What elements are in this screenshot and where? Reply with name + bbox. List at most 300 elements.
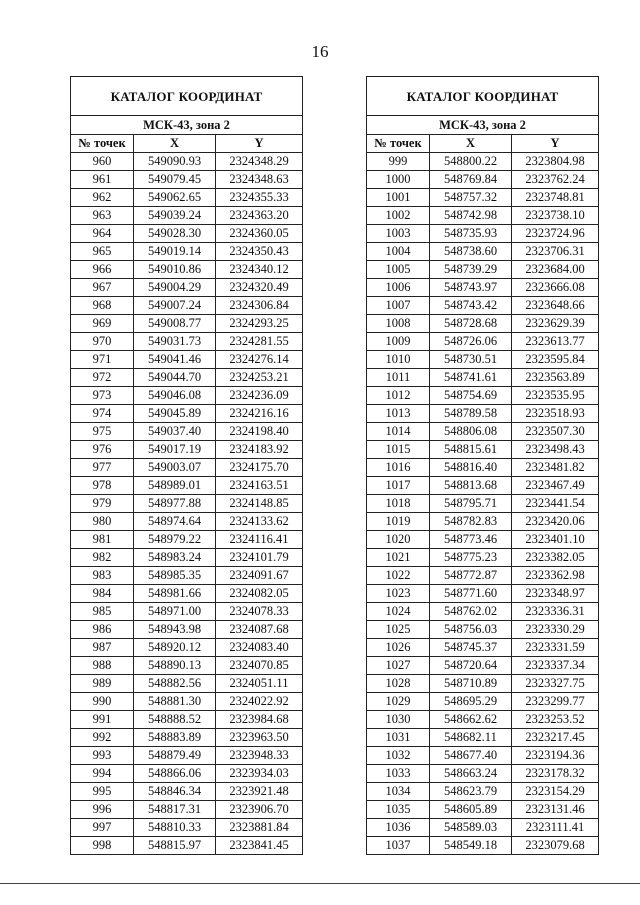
column-header-x: X [430,135,512,153]
point-number-cell: 985 [71,603,134,621]
table-row [367,603,599,621]
table-row [71,189,303,207]
point-number-cell: 1011 [367,369,430,387]
table-row [367,801,599,819]
x-coordinate-cell: 549079.45 [134,171,216,189]
y-coordinate-cell: 2324022.92 [216,693,303,711]
x-coordinate-cell: 548735.93 [430,225,512,243]
point-number-cell: 1028 [367,675,430,693]
y-coordinate-cell: 2323535.95 [512,387,599,405]
column-header-x: X [134,135,216,153]
table-row [71,765,303,783]
point-number-cell: 961 [71,171,134,189]
y-coordinate-cell: 2323648.66 [512,297,599,315]
table-row [71,351,303,369]
x-coordinate-cell: 549019.14 [134,243,216,261]
table-row [367,531,599,549]
table-row [71,459,303,477]
point-number-cell: 1036 [367,819,430,837]
x-coordinate-cell: 548979.22 [134,531,216,549]
y-coordinate-cell: 2324216.16 [216,405,303,423]
point-number-cell: 1013 [367,405,430,423]
x-coordinate-cell: 549031.73 [134,333,216,351]
y-coordinate-cell: 2323595.84 [512,351,599,369]
y-coordinate-cell: 2324070.85 [216,657,303,675]
x-coordinate-cell: 548846.34 [134,783,216,801]
point-number-cell: 1020 [367,531,430,549]
point-number-cell: 979 [71,495,134,513]
y-coordinate-cell: 2323963.50 [216,729,303,747]
point-number-cell: 1033 [367,765,430,783]
point-number-cell: 1019 [367,513,430,531]
point-number-cell: 983 [71,567,134,585]
column-header-row [367,135,599,153]
point-number-cell: 1002 [367,207,430,225]
coordinate-system-label: МСК-43, зона 2 [71,116,303,135]
point-number-cell: 966 [71,261,134,279]
x-coordinate-cell: 548810.33 [134,819,216,837]
point-number-cell: 1026 [367,639,430,657]
x-coordinate-cell: 548971.00 [134,603,216,621]
point-number-cell: 964 [71,225,134,243]
point-number-cell: 1029 [367,693,430,711]
y-coordinate-cell: 2323178.32 [512,765,599,783]
y-coordinate-cell: 2323507.30 [512,423,599,441]
point-number-cell: 1027 [367,657,430,675]
point-number-cell: 992 [71,729,134,747]
x-coordinate-cell: 548981.66 [134,585,216,603]
x-coordinate-cell: 549004.29 [134,279,216,297]
y-coordinate-cell: 2323336.31 [512,603,599,621]
table-row [71,585,303,603]
point-number-cell: 976 [71,441,134,459]
x-coordinate-cell: 548605.89 [430,801,512,819]
point-number-cell: 991 [71,711,134,729]
y-coordinate-cell: 2324148.85 [216,495,303,513]
x-coordinate-cell: 548881.30 [134,693,216,711]
point-number-cell: 977 [71,459,134,477]
table-row [367,225,599,243]
table-row [367,639,599,657]
x-coordinate-cell: 548762.02 [430,603,512,621]
x-coordinate-cell: 548742.98 [430,207,512,225]
table-row [71,297,303,315]
table-row [71,261,303,279]
table-row [71,837,303,855]
point-number-cell: 960 [71,153,134,171]
x-coordinate-cell: 548782.83 [430,513,512,531]
table-row [367,315,599,333]
x-coordinate-cell: 548720.64 [430,657,512,675]
y-coordinate-cell: 2324082.05 [216,585,303,603]
y-coordinate-cell: 2324087.68 [216,621,303,639]
point-number-cell: 995 [71,783,134,801]
table-row [71,423,303,441]
x-coordinate-cell: 549008.77 [134,315,216,333]
y-coordinate-cell: 2323441.54 [512,495,599,513]
table-row [367,585,599,603]
table-row [71,747,303,765]
point-number-cell: 975 [71,423,134,441]
point-number-cell: 962 [71,189,134,207]
point-number-cell: 1037 [367,837,430,855]
x-coordinate-cell: 548745.37 [430,639,512,657]
point-number-cell: 1021 [367,549,430,567]
table-row [71,495,303,513]
point-number-cell: 982 [71,549,134,567]
table-row [71,639,303,657]
x-coordinate-cell: 548816.40 [430,459,512,477]
y-coordinate-cell: 2324293.25 [216,315,303,333]
y-coordinate-cell: 2323327.75 [512,675,599,693]
y-coordinate-cell: 2324183.92 [216,441,303,459]
x-coordinate-cell: 549045.89 [134,405,216,423]
y-coordinate-cell: 2323934.03 [216,765,303,783]
x-coordinate-cell: 548795.71 [430,495,512,513]
x-coordinate-cell: 548710.89 [430,675,512,693]
point-number-cell: 989 [71,675,134,693]
y-coordinate-cell: 2323724.96 [512,225,599,243]
x-coordinate-cell: 548741.61 [430,369,512,387]
y-coordinate-cell: 2324236.09 [216,387,303,405]
table-row [71,711,303,729]
table-row [367,693,599,711]
point-number-cell: 980 [71,513,134,531]
y-coordinate-cell: 2323194.36 [512,747,599,765]
table-row [71,675,303,693]
x-coordinate-cell: 548974.64 [134,513,216,531]
table-row [71,225,303,243]
y-coordinate-cell: 2324051.11 [216,675,303,693]
table-row [71,801,303,819]
y-coordinate-cell: 2323804.98 [512,153,599,171]
x-coordinate-cell: 549017.19 [134,441,216,459]
y-coordinate-cell: 2323748.81 [512,189,599,207]
point-number-cell: 997 [71,819,134,837]
x-coordinate-cell: 548789.58 [430,405,512,423]
x-coordinate-cell: 548771.60 [430,585,512,603]
point-number-cell: 1035 [367,801,430,819]
x-coordinate-cell: 548888.52 [134,711,216,729]
x-coordinate-cell: 548815.61 [430,441,512,459]
x-coordinate-cell: 549037.40 [134,423,216,441]
x-coordinate-cell: 548757.32 [430,189,512,207]
point-number-cell: 970 [71,333,134,351]
table-row [367,657,599,675]
y-coordinate-cell: 2323131.46 [512,801,599,819]
table-row [71,819,303,837]
x-coordinate-cell: 548589.03 [430,819,512,837]
y-coordinate-cell: 2323762.24 [512,171,599,189]
point-number-cell: 988 [71,657,134,675]
y-coordinate-cell: 2324360.05 [216,225,303,243]
y-coordinate-cell: 2323362.98 [512,567,599,585]
column-header-row [71,135,303,153]
y-coordinate-cell: 2323467.49 [512,477,599,495]
table-row [367,279,599,297]
table-row [71,531,303,549]
point-number-cell: 967 [71,279,134,297]
point-number-cell: 996 [71,801,134,819]
point-number-cell: 974 [71,405,134,423]
point-number-cell: 1006 [367,279,430,297]
table-row [71,729,303,747]
point-number-cell: 994 [71,765,134,783]
x-coordinate-cell: 549003.07 [134,459,216,477]
y-coordinate-cell: 2323348.97 [512,585,599,603]
x-coordinate-cell: 548726.06 [430,333,512,351]
table-row [367,513,599,531]
y-coordinate-cell: 2323481.82 [512,459,599,477]
point-number-cell: 1012 [367,387,430,405]
y-coordinate-cell: 2323401.10 [512,531,599,549]
table-row [71,621,303,639]
point-number-cell: 972 [71,369,134,387]
point-number-cell: 1022 [367,567,430,585]
x-coordinate-cell: 548800.22 [430,153,512,171]
table-row [71,243,303,261]
point-number-cell: 1030 [367,711,430,729]
x-coordinate-cell: 549039.24 [134,207,216,225]
table-row [367,495,599,513]
point-number-cell: 1004 [367,243,430,261]
table-row [367,297,599,315]
table-row [367,549,599,567]
table-row [71,279,303,297]
y-coordinate-cell: 2324281.55 [216,333,303,351]
y-coordinate-cell: 2323111.41 [512,819,599,837]
x-coordinate-cell: 548890.13 [134,657,216,675]
point-number-cell: 1031 [367,729,430,747]
x-coordinate-cell: 548815.97 [134,837,216,855]
table-row [71,513,303,531]
table-row [367,729,599,747]
point-number-cell: 993 [71,747,134,765]
y-coordinate-cell: 2323948.33 [216,747,303,765]
table-row [71,783,303,801]
point-number-cell: 1017 [367,477,430,495]
table-row [71,333,303,351]
y-coordinate-cell: 2323382.05 [512,549,599,567]
table-row [367,405,599,423]
point-number-cell: 1015 [367,441,430,459]
table-row [71,477,303,495]
point-number-cell: 968 [71,297,134,315]
x-coordinate-cell: 548739.29 [430,261,512,279]
x-coordinate-cell: 548882.56 [134,675,216,693]
x-coordinate-cell: 548756.03 [430,621,512,639]
y-coordinate-cell: 2323079.68 [512,837,599,855]
x-coordinate-cell: 548662.62 [430,711,512,729]
point-number-cell: 978 [71,477,134,495]
y-coordinate-cell: 2323684.00 [512,261,599,279]
x-coordinate-cell: 548769.84 [430,171,512,189]
page-number: 16 [311,42,329,61]
point-number-cell: 990 [71,693,134,711]
table-row [367,783,599,801]
point-number-cell: 965 [71,243,134,261]
table-row [71,315,303,333]
point-number-cell: 1007 [367,297,430,315]
table-row [367,477,599,495]
y-coordinate-cell: 2324083.40 [216,639,303,657]
y-coordinate-cell: 2324163.51 [216,477,303,495]
y-coordinate-cell: 2323331.59 [512,639,599,657]
y-coordinate-cell: 2324355.33 [216,189,303,207]
y-coordinate-cell: 2323330.29 [512,621,599,639]
y-coordinate-cell: 2323613.77 [512,333,599,351]
y-coordinate-cell: 2323498.43 [512,441,599,459]
y-coordinate-cell: 2323881.84 [216,819,303,837]
point-number-cell: 1016 [367,459,430,477]
y-coordinate-cell: 2323299.77 [512,693,599,711]
point-number-cell: 984 [71,585,134,603]
x-coordinate-cell: 549046.08 [134,387,216,405]
x-coordinate-cell: 548663.24 [430,765,512,783]
column-header-y: Y [512,135,599,153]
point-number-cell: 1023 [367,585,430,603]
x-coordinate-cell: 548728.68 [430,315,512,333]
table-row [71,441,303,459]
y-coordinate-cell: 2323984.68 [216,711,303,729]
x-coordinate-cell: 548743.42 [430,297,512,315]
point-number-cell: 963 [71,207,134,225]
table-row [71,369,303,387]
table-row [367,189,599,207]
y-coordinate-cell: 2324363.20 [216,207,303,225]
y-coordinate-cell: 2324078.33 [216,603,303,621]
point-number-cell: 1003 [367,225,430,243]
table-row [367,333,599,351]
column-header-y: Y [216,135,303,153]
x-coordinate-cell: 548775.23 [430,549,512,567]
y-coordinate-cell: 2323154.29 [512,783,599,801]
y-coordinate-cell: 2323738.10 [512,207,599,225]
y-coordinate-cell: 2323563.89 [512,369,599,387]
point-number-cell: 971 [71,351,134,369]
y-coordinate-cell: 2323518.93 [512,405,599,423]
point-number-cell: 987 [71,639,134,657]
point-number-cell: 986 [71,621,134,639]
table-row [367,441,599,459]
table-row [71,567,303,585]
x-coordinate-cell: 549041.46 [134,351,216,369]
y-coordinate-cell: 2324348.63 [216,171,303,189]
y-coordinate-cell: 2323217.45 [512,729,599,747]
table-row [71,171,303,189]
y-coordinate-cell: 2324350.43 [216,243,303,261]
table-row [367,621,599,639]
y-coordinate-cell: 2323629.39 [512,315,599,333]
y-coordinate-cell: 2324116.41 [216,531,303,549]
table-row [367,207,599,225]
coordinate-catalog-table-right [366,76,599,855]
table-row [367,369,599,387]
y-coordinate-cell: 2323906.70 [216,801,303,819]
column-header-point-number: № точек [367,135,430,153]
table-row [71,693,303,711]
point-number-cell: 1025 [367,621,430,639]
point-number-cell: 1001 [367,189,430,207]
column-header-point-number: № точек [71,135,134,153]
x-coordinate-cell: 548989.01 [134,477,216,495]
x-coordinate-cell: 548730.51 [430,351,512,369]
y-coordinate-cell: 2324306.84 [216,297,303,315]
y-coordinate-cell: 2324175.70 [216,459,303,477]
x-coordinate-cell: 548773.46 [430,531,512,549]
y-coordinate-cell: 2324348.29 [216,153,303,171]
table-row [71,387,303,405]
table-row [71,153,303,171]
point-number-cell: 1008 [367,315,430,333]
table-row [367,711,599,729]
y-coordinate-cell: 2323337.34 [512,657,599,675]
x-coordinate-cell: 548549.18 [430,837,512,855]
table-title: КАТАЛОГ КООРДИНАТ [71,77,303,116]
x-coordinate-cell: 548983.24 [134,549,216,567]
x-coordinate-cell: 548977.88 [134,495,216,513]
x-coordinate-cell: 549062.65 [134,189,216,207]
y-coordinate-cell: 2324101.79 [216,549,303,567]
point-number-cell: 999 [367,153,430,171]
x-coordinate-cell: 548943.98 [134,621,216,639]
table-row [367,747,599,765]
x-coordinate-cell: 548772.87 [430,567,512,585]
y-coordinate-cell: 2323706.31 [512,243,599,261]
point-number-cell: 1009 [367,333,430,351]
table-row [71,549,303,567]
y-coordinate-cell: 2324253.21 [216,369,303,387]
point-number-cell: 1000 [367,171,430,189]
x-coordinate-cell: 548682.11 [430,729,512,747]
x-coordinate-cell: 548677.40 [430,747,512,765]
table-row [367,819,599,837]
x-coordinate-cell: 548623.79 [430,783,512,801]
x-coordinate-cell: 548695.29 [430,693,512,711]
point-number-cell: 998 [71,837,134,855]
point-number-cell: 973 [71,387,134,405]
table-row [367,837,599,855]
x-coordinate-cell: 548920.12 [134,639,216,657]
point-number-cell: 1034 [367,783,430,801]
x-coordinate-cell: 549044.70 [134,369,216,387]
table-row [367,423,599,441]
x-coordinate-cell: 548866.06 [134,765,216,783]
table-row [367,243,599,261]
point-number-cell: 981 [71,531,134,549]
point-number-cell: 1005 [367,261,430,279]
table-title: КАТАЛОГ КООРДИНАТ [367,77,599,116]
table-row [71,207,303,225]
x-coordinate-cell: 549007.24 [134,297,216,315]
x-coordinate-cell: 548985.35 [134,567,216,585]
x-coordinate-cell: 549090.93 [134,153,216,171]
x-coordinate-cell: 548817.31 [134,801,216,819]
point-number-cell: 969 [71,315,134,333]
y-coordinate-cell: 2323420.06 [512,513,599,531]
y-coordinate-cell: 2323921.48 [216,783,303,801]
point-number-cell: 1032 [367,747,430,765]
point-number-cell: 1024 [367,603,430,621]
y-coordinate-cell: 2324133.62 [216,513,303,531]
table-row [367,171,599,189]
x-coordinate-cell: 548813.68 [430,477,512,495]
y-coordinate-cell: 2324320.49 [216,279,303,297]
page-bottom-rule [0,883,640,884]
y-coordinate-cell: 2324276.14 [216,351,303,369]
point-number-cell: 1018 [367,495,430,513]
table-row [367,765,599,783]
